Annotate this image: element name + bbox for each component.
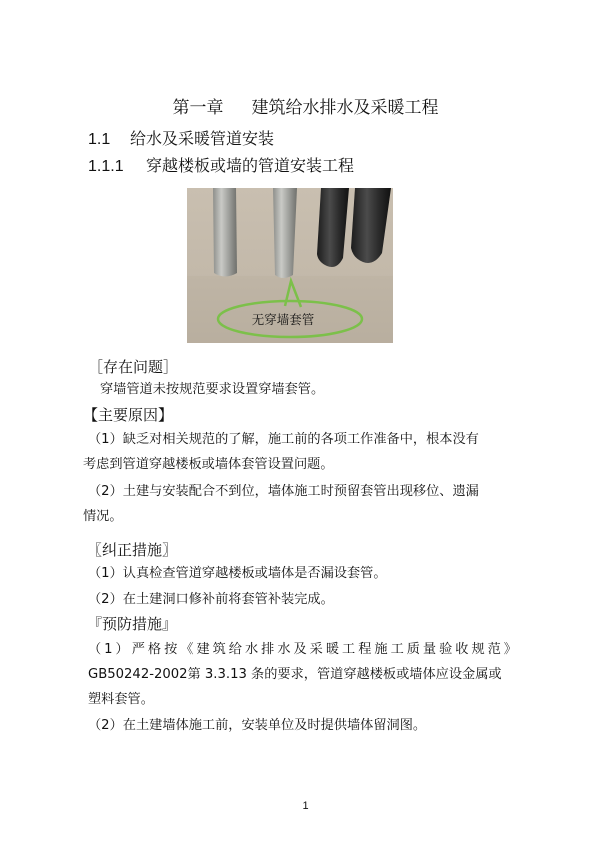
callout-label: 无穿墙套管 [251,312,315,327]
subsection-heading [88,153,354,176]
cause-item2-line2: 情况。 [83,509,123,524]
problem-heading: ［存在问题］ [88,358,179,376]
subsection-number: 1.1.1 [88,158,124,175]
prevention-item1-line1: （1）严格按《建筑给水排水及采暖工程施工质量验收规范》 [88,642,518,657]
chapter-label: 第一章 [172,98,224,118]
correction-item1: （1）认真检查管道穿越楼板或墙体是否漏设套管。 [88,566,387,581]
cause-item1-line2: 考虑到管道穿越楼板或墙体套管设置问题。 [83,457,334,472]
page-number: 1 [302,800,309,812]
prevention-item1-line2: GB50242-2002第 3.3.13 条的要求，管道穿越楼板或墙体应设金属或 [88,667,502,682]
subsection-title: 穿越楼板或墙的管道安装工程 [146,156,355,175]
pipe-photo [187,188,393,343]
prevention-item1-line3: 塑料套管。 [88,692,154,707]
chapter-title: 建筑给水排水及采暖工程 [251,98,439,118]
cause-item2-line1: （2）土建与安装配合不到位，墙体施工时预留套管出现移位、遗漏 [88,484,479,499]
prevention-heading: 『预防措施』 [87,615,178,633]
correction-item2: （2）在土建洞口修补前将套管补装完成。 [88,592,334,607]
cause-heading: 【主要原因】 [83,406,174,424]
correction-heading: 〖纠正措施〗 [87,541,178,559]
prevention-item2: （2）在土建墙体施工前，安装单位及时提供墙体留洞图。 [88,718,427,733]
chapter-heading [0,93,611,118]
cause-item1-line1: （1）缺乏对相关规范的了解，施工前的各项工作准备中，根本没有 [88,432,479,447]
section-heading [88,126,274,149]
problem-text: 穿墙管道未按规范要求设置穿墙套管。 [100,382,325,397]
section-number: 1.1 [88,131,111,148]
section-title: 给水及采暖管道安装 [130,129,275,148]
